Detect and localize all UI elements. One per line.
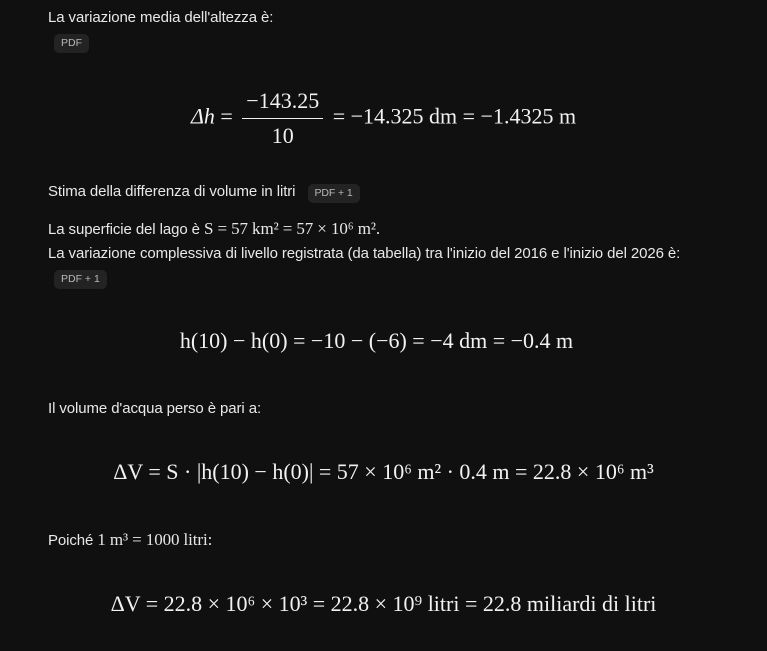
lake-surface-line — [48, 218, 380, 241]
lake-surface-math: S = 57 km² = 57 × 10⁶ m². — [203, 219, 380, 238]
eq1-rhs: = −14.325 dm = −1.4325 m — [332, 103, 577, 129]
pdf-plus-one-chip[interactable]: PDF + 1 — [308, 184, 360, 203]
pdf-source-chip[interactable]: PDF — [54, 34, 89, 53]
eq1-denominator: 10 — [271, 123, 294, 148]
conversion-math: 1 m³ = 1000 litri: — [97, 530, 213, 549]
avg-height-equation: Δh = $\frac{-143.25}{10}$ = −14.325 dm = −1.4325 m — [190, 88, 577, 148]
volume-lost-equation: ΔV = S · |h(10) − h(0)| = 57 × 10⁶ m² · 0.4 m = 22.8 × 10⁶ m³ — [113, 459, 654, 484]
eq1-lhs: Δh — [190, 103, 215, 129]
volume-lost-text: Il volume d'acqua perso è pari a: — [48, 400, 262, 417]
lake-surface-text: La superficie del lago è — [48, 221, 200, 238]
volume-difference-heading: Stima della differenza di volume in litri — [48, 183, 296, 200]
avg-height-intro: La variazione media dell'altezza è: — [48, 9, 274, 26]
level-variation-text: La variazione complessiva di livello registrata (da tabella) tra l'inizio del 2016 e l'inizio del 2026 è: — [48, 245, 681, 262]
volume-liters-equation: ΔV = 22.8 × 10⁶ × 10³ = 22.8 × 10⁹ litri = 22.8 miliardi di litri — [110, 591, 657, 616]
pdf-plus-one-chip-2[interactable]: PDF + 1 — [54, 270, 107, 289]
level-change-equation: h(10) − h(0) = −10 − (−6) = −4 dm = −0.4 m — [179, 328, 574, 353]
conversion-line — [48, 529, 212, 552]
conversion-text: Poiché — [48, 532, 94, 549]
eq1-numerator: −143.25 — [242, 88, 323, 119]
eq1-fraction — [242, 88, 323, 149]
